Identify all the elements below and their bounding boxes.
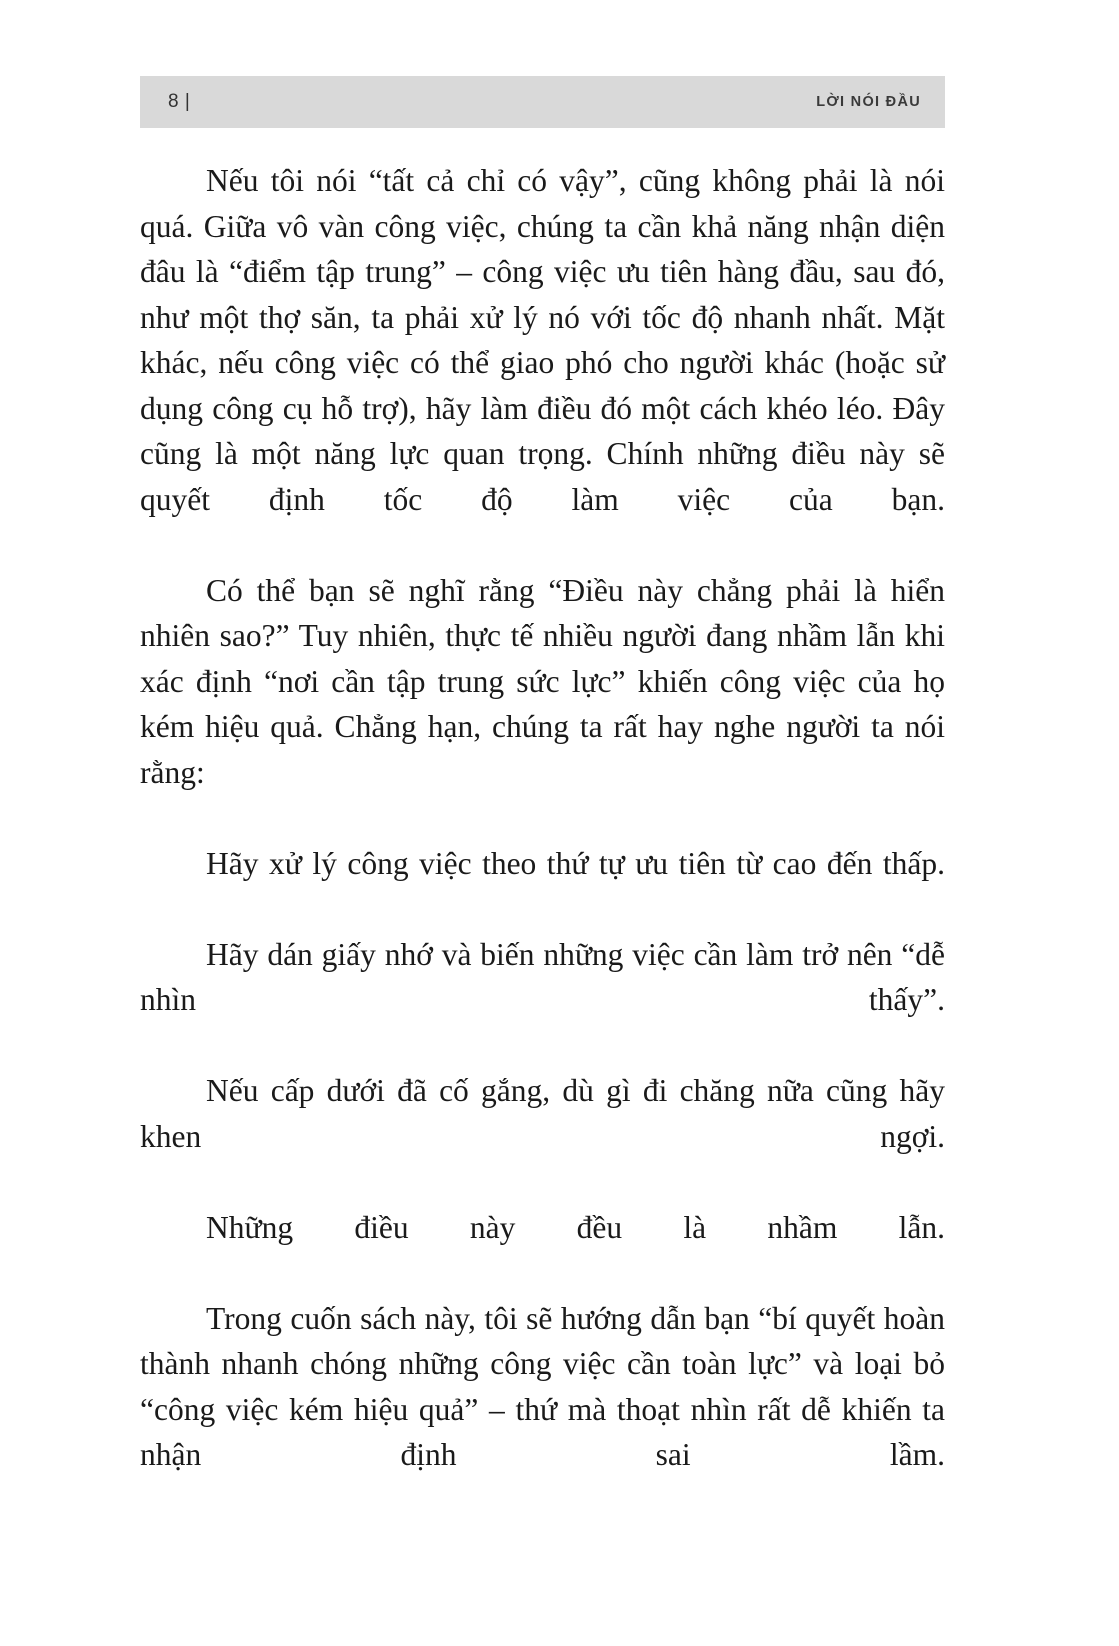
paragraph: Hãy xử lý công việc theo thứ tự ưu tiên từ cao đến thấp.: [206, 845, 945, 881]
paragraph: Nếu cấp dưới đã cố gắng, dù gì đi chăng nữa cũng hãy khen ngợi.: [140, 1073, 945, 1154]
page-number: 8 |: [168, 91, 191, 112]
paragraph: Có thể bạn sẽ nghĩ rằng “Điều này chẳng phải là hiển nhiên sao?” Tuy nhiên, thực tế nhiều người đang nhầm lẫn khi xác định “nơi cần tập trung sức lực” khiến công việc của họ kém hiệu quả. Chẳng hạn, chúng ta rất hay nghe người ta nói rằng:: [140, 572, 945, 790]
paragraph: Hãy dán giấy nhớ và biến những việc cần làm trở nên “dễ nhìn thấy”.: [140, 936, 945, 1017]
running-header-band: [140, 76, 945, 128]
paragraph: Trong cuốn sách này, tôi sẽ hướng dẫn bạn “bí quyết hoàn thành nhanh chóng những công việc cần toàn lực” và loại bỏ “công việc kém hiệu quả” – thứ mà thoạt nhìn rất dễ khiến ta nhận định sai lầm.: [140, 1300, 945, 1472]
running-head-title: LỜI NÓI ĐẦU: [816, 94, 921, 110]
paragraph: Nếu tôi nói “tất cả chỉ có vậy”, cũng không phải là nói quá. Giữa vô vàn công việc, chúng ta cần khả năng nhận diện đâu là “điểm tập trung” – công việc ưu tiên hàng đầu, sau đó, như một thợ săn, ta phải xử lý nó với tốc độ nhanh nhất. Mặt khác, nếu công việc có thể giao phó cho người khác (hoặc sử dụng công cụ hỗ trợ), hãy làm điều đó một cách khéo léo. Đây cũng là một năng lực quan trọng. Chính những điều này sẽ quyết định tốc độ làm việc của bạn.: [140, 163, 945, 517]
body-text-column: [140, 158, 945, 1523]
paragraph: Những điều này đều là nhầm lẫn.: [206, 1209, 945, 1245]
